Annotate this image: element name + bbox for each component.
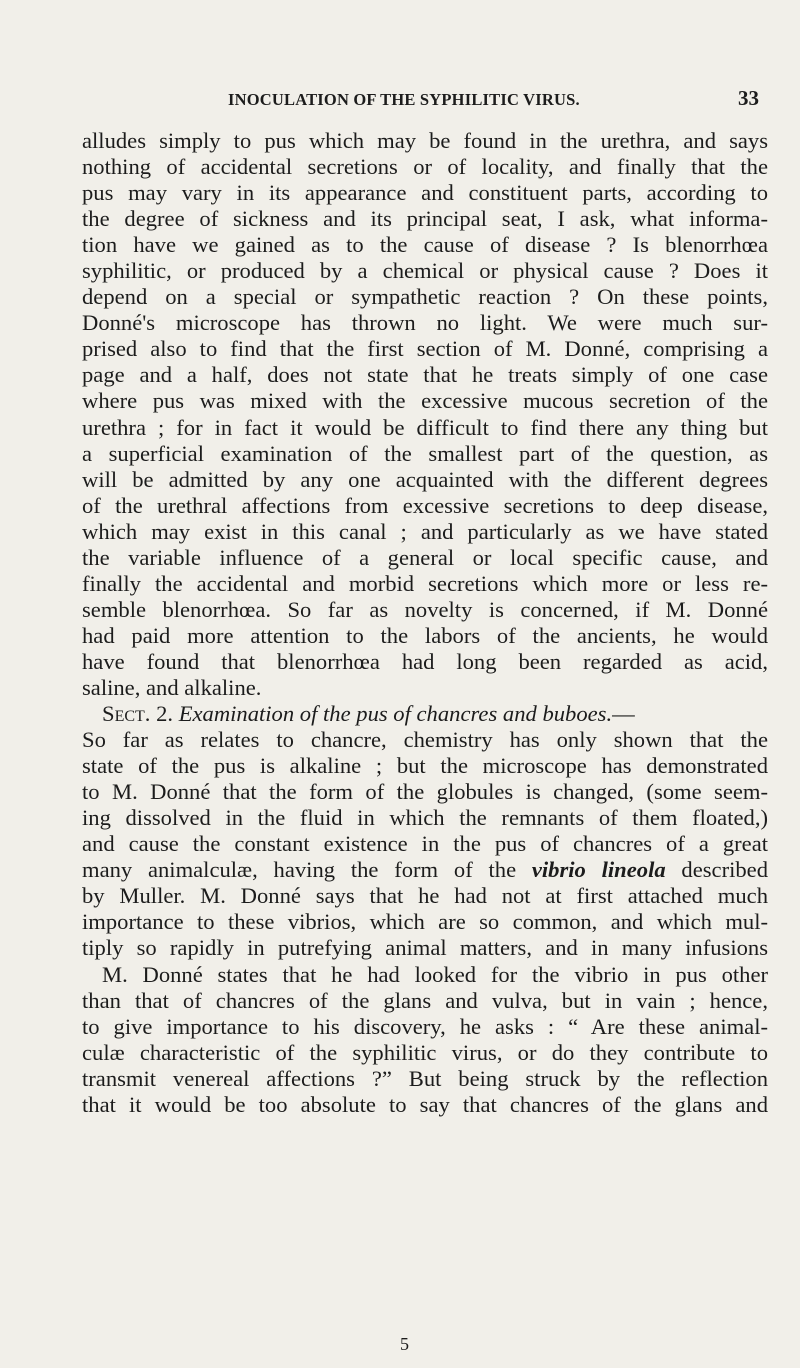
text-line: M. Donné states that he had looked for the vibrio in pus other (102, 961, 768, 987)
section-title-dash: — (612, 701, 635, 727)
text-line: syphilitic, or produced by a chemical or physical cause ? Does it (82, 258, 768, 284)
text-line: alludes simply to pus which may be found in the urethra, and says (82, 128, 768, 153)
text-line: ing dissolved in the fluid in which the remnants of them floated,) (82, 805, 768, 831)
text-line: the variable influence of a general or local specific cause, and (82, 544, 768, 570)
running-head: INOCULATION OF THE SYPHILITIC VIRUS. (228, 90, 580, 109)
body-text (82, 128, 768, 1118)
text-line: where pus was mixed with the excessive mucous secretion of the (82, 388, 768, 414)
text-line: of the urethral affections from excessive secretions to deep disease, (82, 492, 768, 518)
text-line: importance to these vibrios, which are so common, and which mul- (82, 909, 768, 935)
text-line: that it would be too absolute to say that chancres of the glans and (82, 1091, 768, 1117)
text-line: depend on a special or sympathetic reaction ? On these points, (82, 284, 768, 310)
text-line: nothing of accidental secretions or of locality, and finally that the (82, 154, 768, 180)
text-line: had paid more attention to the labors of the ancients, he would (82, 622, 768, 648)
text-line: to give importance to his discovery, he asks : “ Are these animal- (82, 1013, 768, 1039)
text-line: than that of chancres of the glans and vulva, but in vain ; hence, (82, 987, 768, 1013)
text-line: page and a half, does not state that he treats simply of one case (82, 362, 768, 388)
text-line: Donné's microscope has thrown no light. We were much sur- (82, 310, 768, 336)
section-label: Sect. 2. (102, 701, 174, 727)
text-line: pus may vary in its appearance and constituent parts, according to (82, 180, 768, 206)
text-line: urethra ; for in fact it would be difficult to find there any thing but (82, 414, 768, 440)
text-line: and cause the constant existence in the pus of chancres of a great (82, 831, 768, 857)
section-title: Examination of the pus of chancres and buboes. (178, 701, 613, 727)
text-line: transmit venereal affections ?” But being struck by the reflection (82, 1065, 768, 1091)
text-line: to M. Donné that the form of the globules is changed, (some seem- (82, 779, 768, 805)
page-number: 33 (738, 86, 759, 110)
vibrio-term: vibrio lineola (531, 857, 666, 883)
text-line: a superficial examination of the smallest part of the question, as (82, 440, 768, 466)
text-line: tiply so rapidly in putrefying animal matters, and in many infusions (82, 935, 768, 961)
text-line: culæ characteristic of the syphilitic virus, or do they contribute to (82, 1039, 768, 1065)
text-line-vibrio (82, 857, 768, 883)
vibrio-line-after: described (665, 857, 768, 883)
text-line: have found that blenorrhœa had long been regarded as acid, (82, 648, 768, 674)
section-heading (82, 701, 768, 727)
text-line: finally the accidental and morbid secretions which more or less re- (82, 570, 768, 596)
text-line: tion have we gained as to the cause of disease ? Is blenorrhœa (82, 232, 768, 258)
text-line: which may exist in this canal ; and particularly as we have stated (82, 518, 768, 544)
signature-mark: 5 (400, 1334, 409, 1354)
text-line: semble blenorrhœa. So far as novelty is concerned, if M. Donné (82, 596, 768, 622)
text-line: the degree of sickness and its principal seat, I ask, what informa- (82, 206, 768, 232)
text-line: prised also to find that the first section of M. Donné, comprising a (82, 336, 768, 362)
text-line: So far as relates to chancre, chemistry has only shown that the (82, 727, 768, 753)
text-line: saline, and alkaline. (82, 674, 262, 700)
text-line: state of the pus is alkaline ; but the microscope has demonstrated (82, 753, 768, 779)
text-line: will be admitted by any one acquainted with the different degrees (82, 466, 768, 492)
vibrio-line-before: many animalculæ, having the form of the (82, 857, 532, 883)
text-line: by Muller. M. Donné says that he had not at first attached much (82, 883, 768, 909)
